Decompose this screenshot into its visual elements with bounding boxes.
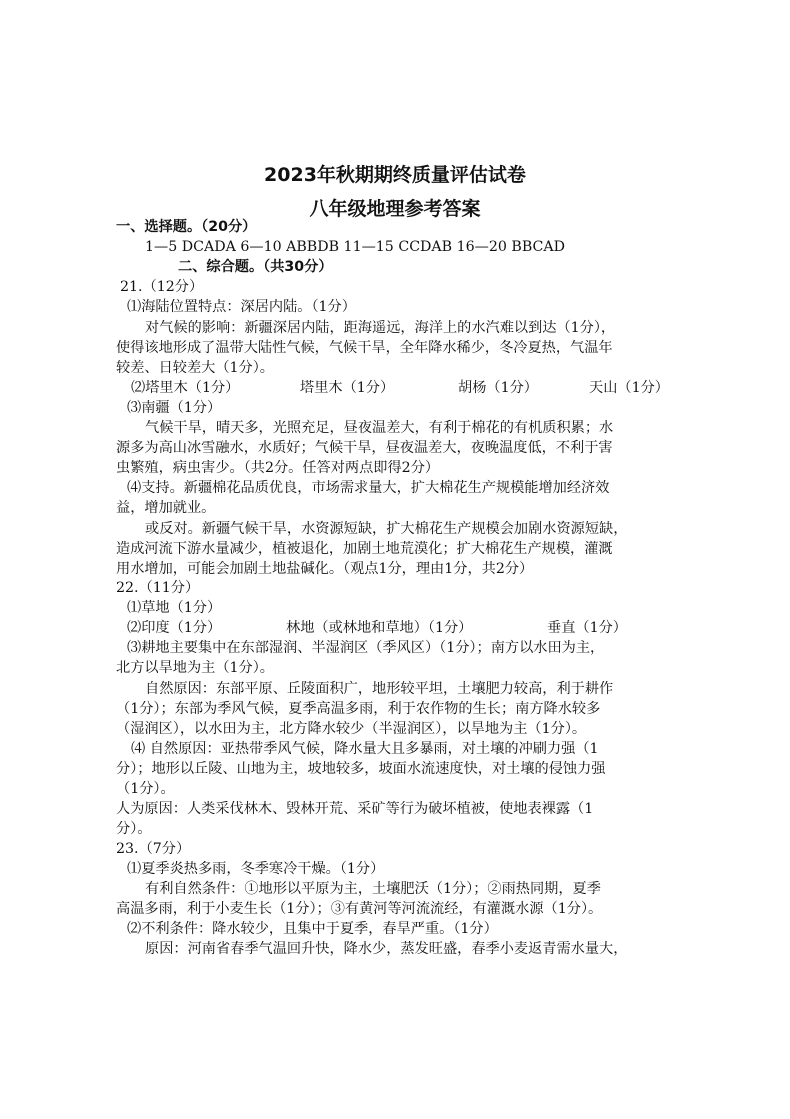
q21-part2-answer: ⑵塔里木（1分） bbox=[131, 380, 240, 396]
q23-paragraph: 有利自然条件：①地形以平原为主，土壤肥沃（1分）；②雨热同期，夏季 bbox=[145, 881, 601, 897]
q21-part2-answer: 胡杨（1分） bbox=[458, 380, 538, 396]
q22-paragraph: 分）；地形以丘陵、山地为主，坡地较多，坡面水流速度快，对土壤的侵蚀力强 bbox=[116, 761, 606, 777]
q22-paragraph: 北方以旱地为主（1分）。 bbox=[116, 660, 274, 676]
q23-paragraph: 原因：河南省春季气温回升快，降水少，蒸发旺盛，春季小麦返青需水量大， bbox=[145, 941, 628, 957]
q21-paragraph: 益，增加就业。 bbox=[116, 500, 216, 516]
q21-paragraph: 源多为高山冰雪融水，水质好；气候干旱，昼夜温差大，夜晚温度低，不利于害 bbox=[116, 440, 613, 456]
q21-paragraph: 造成河流下游水量减少，植被退化，加剧土地荒漠化；扩大棉花生产规模，灌溉 bbox=[116, 541, 613, 557]
q22-part1: ⑴草地（1分） bbox=[127, 600, 222, 616]
q22-paragraph: 自然原因：东部平原、丘陵面积广，地形较平坦，土壤肥力较高，利于耕作 bbox=[145, 681, 614, 697]
q22-paragraph: （1分）。 bbox=[116, 781, 175, 797]
q22-part3: ⑶耕地主要集中在东部湿润、半湿润区（季风区）（1分）；南方以水田为主， bbox=[127, 640, 605, 656]
q22-header: 22.（11分） bbox=[116, 580, 200, 596]
q22-paragraph: 人为原因：人类采伐林木、毁林开荒、采矿等行为破坏植被，使地表裸露（1 bbox=[116, 801, 594, 817]
section2-heading: 二、综合题。（共30分） bbox=[178, 259, 333, 275]
q21-paragraph: 用水增加，可能会加剧土地盐碱化。（观点1分，理由1分，共2分） bbox=[116, 561, 534, 577]
q23-header: 23.（7分） bbox=[116, 841, 191, 857]
q21-paragraph: 或反对。新疆气候干旱，水资源短缺，扩大棉花生产规模会加剧水资源短缺， bbox=[145, 521, 628, 537]
q22-part4: ⑷ 自然原因：亚热带季风气候，降水量大且多暴雨，对土壤的冲刷力强（1 bbox=[131, 741, 599, 757]
page-title: 2023年秋期期终质量评估试卷 bbox=[264, 164, 526, 186]
q21-paragraph: 气候干旱，晴天多，光照充足，昼夜温差大，有利于棉花的有机质积累；水 bbox=[145, 420, 614, 436]
q22-part2-answer: 垂直（1分） bbox=[547, 620, 627, 636]
q21-part1: ⑴海陆位置特点：深居内陆。（1分） bbox=[127, 299, 356, 315]
q23-part2: ⑵不利条件：降水较少，且集中于夏季，春旱严重。（1分） bbox=[127, 921, 498, 937]
q21-paragraph: 虫繁殖，病虫害少。（共2分。任答对两点即得2分） bbox=[116, 460, 440, 476]
q21-part3: ⑶南疆（1分） bbox=[127, 400, 222, 416]
page-subtitle: 八年级地理参考答案 bbox=[309, 198, 481, 220]
q22-paragraph: （1分）；东部为季风气候，夏季高温多雨，利于农作物的生长；南方降水较多 bbox=[116, 701, 601, 717]
q23-part1: ⑴夏季炎热多雨，冬季寒冷干燥。（1分） bbox=[127, 861, 385, 877]
q22-paragraph: 分）。 bbox=[116, 821, 152, 837]
q21-header: 21.（12分） bbox=[120, 279, 204, 295]
q22-part2-answer: ⑵印度（1分） bbox=[127, 620, 222, 636]
q22-part2-answer: 林地（或林地和草地）（1分） bbox=[286, 620, 473, 636]
q21-paragraph: 使得该地形成了温带大陆性气候，气候干旱，全年降水稀少，冬冷夏热，气温年 bbox=[116, 340, 613, 356]
section1-answers: 1—5 DCADA 6—10 ABBDB 11—15 CCDAB 16—20 BBCAD bbox=[145, 239, 566, 255]
q21-part2-answer: 塔里木（1分） bbox=[300, 380, 395, 396]
q23-paragraph: 高温多雨，利于小麦生长（1分）；③有黄河等河流流经，有灌溉水源（1分）。 bbox=[116, 901, 603, 917]
q22-paragraph: （湿润区），以水田为主，北方降水较少（半湿润区），以旱地为主（1分）。 bbox=[116, 721, 587, 737]
q21-part2-answer: 天山（1分） bbox=[589, 380, 669, 396]
q21-paragraph: 对气候的影响：新疆深居内陆，距海遥远，海洋上的水汽难以到达（1分）， bbox=[145, 320, 616, 336]
q21-part4: ⑷支持。新疆棉花品质优良，市场需求量大，扩大棉花生产规模能增加经济效 bbox=[127, 480, 610, 496]
q21-paragraph: 较差、日较差大（1分）。 bbox=[116, 360, 274, 376]
section1-heading: 一、选择题。（20分） bbox=[116, 219, 257, 235]
